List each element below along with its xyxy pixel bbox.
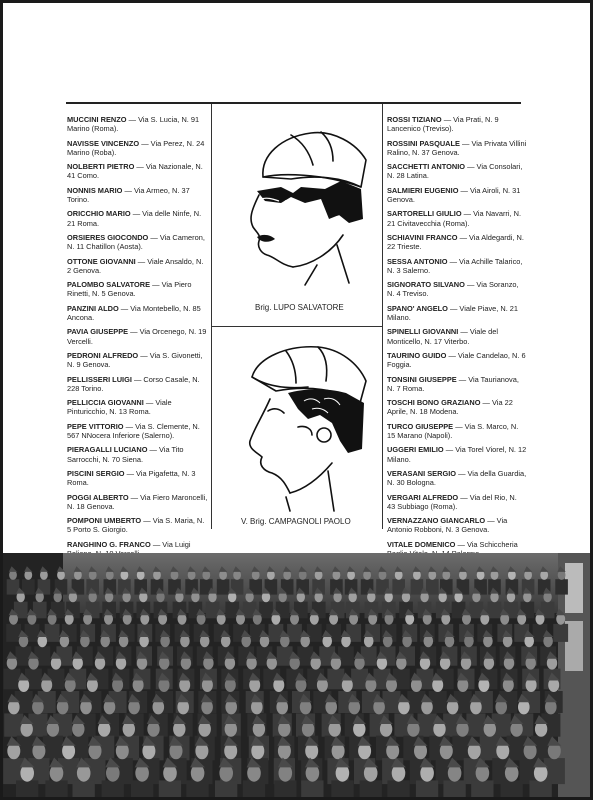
group-photograph — [3, 553, 590, 797]
list-item: PISCINI SERGIO— Via Pigafetta, N. 3 Roma. — [67, 469, 209, 487]
yearbook-page — [3, 3, 590, 797]
list-item: OTTONE GIOVANNI— Viale Ansaldo, N. 2 Genova. — [67, 257, 209, 275]
list-item: PANZINI ALDO— Via Montebello, N. 85 Ancona. — [67, 304, 209, 322]
list-item: SACCHETTI ANTONIO— Via Consolari, N. 28 Latina. — [387, 162, 527, 180]
list-item: VERASANI SERGIO— Via della Guardia, N. 30 Bologna. — [387, 469, 527, 487]
list-item: POMPONI UMBERTO— Via S. Maria, N. 5 Porto S. Giorgio. — [67, 516, 209, 534]
list-item: PAVIA GIUSEPPE— Via Orcenego, N. 19 Vercelli. — [67, 327, 209, 345]
list-item: TONSINI GIUSEPPE— Via Taurianova, N. 7 Roma. — [387, 375, 527, 393]
list-item: NOLBERTI PIETRO— Via Nazionale, N. 41 Como. — [67, 162, 209, 180]
list-item: PALOMBO SALVATORE— Via Piero Rinetti, N. 5 Genova. — [67, 280, 209, 298]
list-item: NAVISSE VINCENZO— Via Perez, N. 24 Marino (Roba). — [67, 139, 209, 157]
list-item: SALMIERI EUGENIO— Via Airoli, N. 31 Genova. — [387, 186, 527, 204]
list-item: VERNAZZANO GIANCARLO— Via Antonio Robboni, N. 3 Genova. — [387, 516, 527, 534]
list-item: MUCCINI RENZO— Via S. Lucia, N. 91 Marino (Roma). — [67, 115, 209, 133]
list-item: PIERAGALLI LUCIANO— Via Tito Sarrocchi, N. 70 Siena. — [67, 445, 209, 463]
list-item: UGGERI EMILIO— Via Torel Viorel, N. 12 Milano. — [387, 445, 527, 463]
list-item: TOSCHI BONO GRAZIANO— Via 22 Aprile, N. 18 Modena. — [387, 398, 527, 416]
list-item: ROSSI TIZIANO— Via Prati, N. 9 Lancenico (Treviso). — [387, 115, 527, 133]
list-item: SIGNORATO SILVANO— Via Soranzo, N. 4 Treviso. — [387, 280, 527, 298]
list-item: TAURINO GUIDO— Viale Candelao, N. 6 Foggia. — [387, 351, 527, 369]
portrait-caption: Brig. LUPO SALVATORE — [255, 303, 344, 312]
list-item: PELLISSERI LUIGI— Corso Casale, N. 228 Torino. — [67, 375, 209, 393]
column-divider-right — [382, 104, 383, 529]
caricature-portrait-campagnoli — [228, 337, 368, 512]
list-item: PEPE VITTORIO— Via S. Clemente, N. 567 NNocera Inferiore (Salerno). — [67, 422, 209, 440]
list-item: SCHIAVINI FRANCO— Via Aldegardi, N. 22 Trieste. — [387, 233, 527, 251]
list-item: ROSSINI PASQUALE— Via Privata Villini Ralino, N. 37 Genova. — [387, 139, 527, 157]
list-item: TURCO GIUSEPPE— Via S. Marco, N. 15 Marano (Napoli). — [387, 422, 527, 440]
list-item: NONNIS MARIO— Via Armeo, N. 37 Torino. — [67, 186, 209, 204]
list-item: ORICCHIO MARIO— Via delle Ninfe, N. 21 Roma. — [67, 209, 209, 227]
list-item: SPANO' ANGELO— Viale Piave, N. 21 Milano. — [387, 304, 527, 322]
right-name-list — [387, 115, 527, 610]
portrait-caption: V. Brig. CAMPAGNOLI PAOLO — [241, 517, 351, 526]
list-item: ORSIERES GIOCONDO— Via Cameron, N. 11 Chatillon (Aosta). — [67, 233, 209, 251]
caricature-portrait-lupo — [221, 115, 371, 290]
list-item: POGGI ALBERTO— Via Fiero Maroncelli, N. 18 Genova. — [67, 493, 209, 511]
list-item: PELLICCIA GIOVANNI— Viale Pinturicchio, N. 13 Roma. — [67, 398, 209, 416]
list-item: VITALE DOMENICO— Via Schiccheria — [387, 540, 527, 558]
left-name-list — [67, 115, 209, 610]
column-divider-left — [211, 104, 212, 529]
top-rule — [66, 102, 521, 104]
list-item: VERGARI ALFREDO— Via del Rio, N. 43 Subbiago (Roma). — [387, 493, 527, 511]
list-item: RANGHINO G. FRANCO— Via Luigi — [67, 540, 209, 558]
list-item: SPINELLI GIOVANNI— Viale del Monticello, N. 17 Viterbo. — [387, 327, 527, 345]
portrait-divider — [211, 326, 382, 327]
list-item: SARTORELLI GIULIO— Via Navarri, N. 21 Civitavecchia (Roma). — [387, 209, 527, 227]
list-item: PEDRONI ALFREDO— Via S. Givonetti, N. 9 Genova. — [67, 351, 209, 369]
list-item: SESSA ANTONIO— Via Achille Talarico, N. 3 Salerno. — [387, 257, 527, 275]
